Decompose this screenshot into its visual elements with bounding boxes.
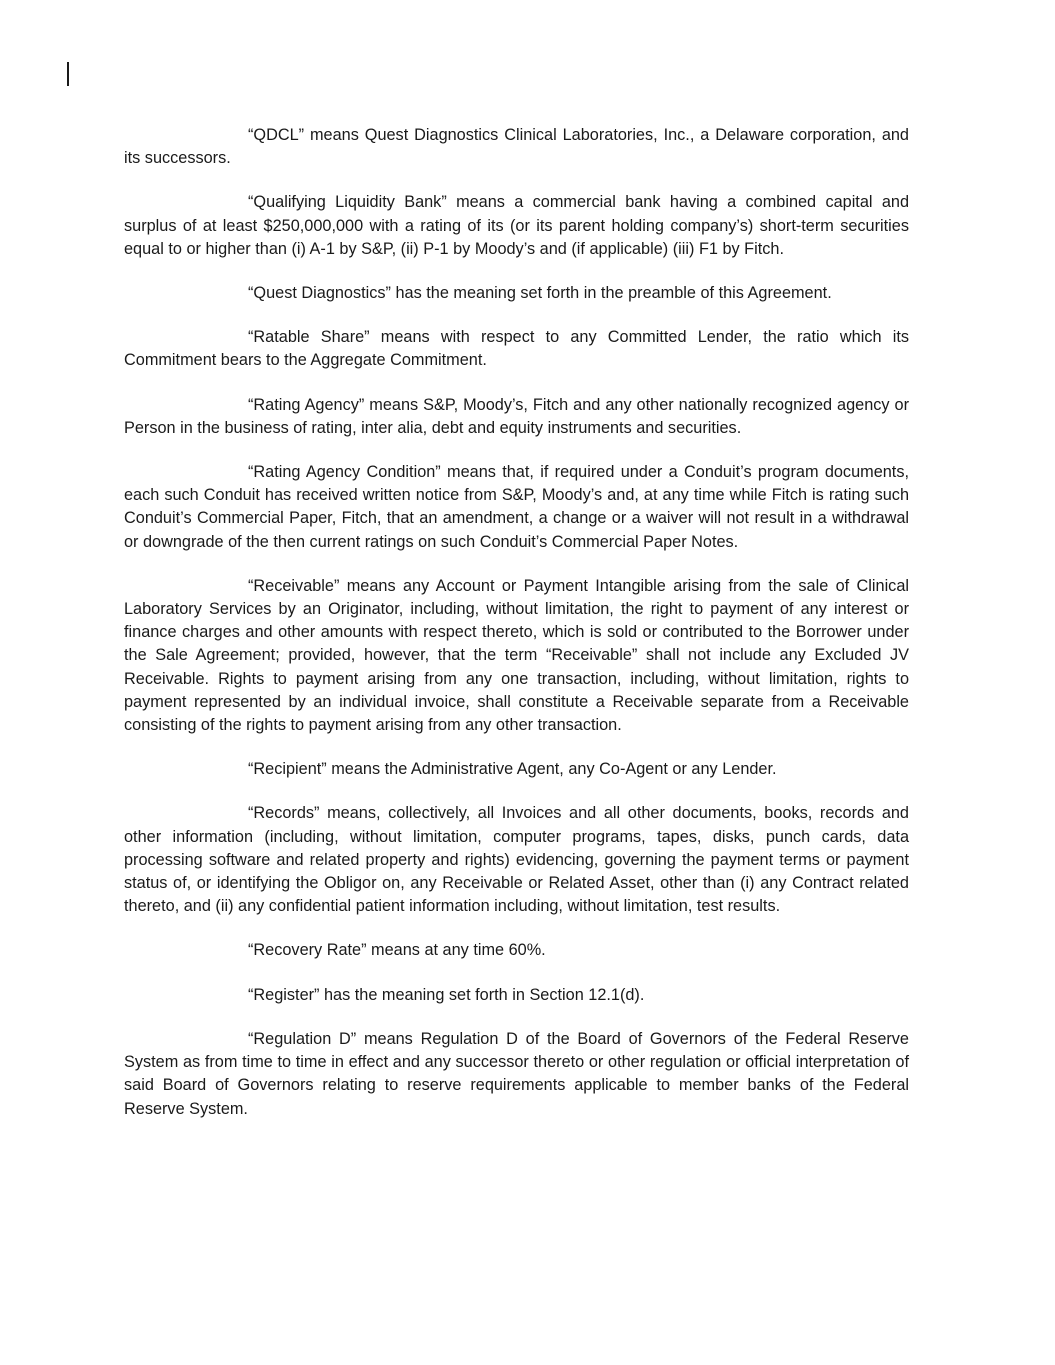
definition-recovery-rate: “Recovery Rate” means at any time 60%. bbox=[248, 941, 546, 960]
text-cursor bbox=[67, 62, 69, 86]
definition-quest-diagnostics: “Quest Diagnostics” has the meaning set forth in the preamble of this Agreement. bbox=[248, 284, 832, 303]
definition-qualifying-liquidity-bank: “Qualifying Liquidity Bank” means a commercial bank having a combined capital and surplus of at least $250,000,000 with a rating of its (or its parent holding company’s) short-term securities equal to or higher than (i) A-1 by S&P, (ii) P-1 by Moody’s and (if applicable) (iii) F1 by Fitch. bbox=[124, 193, 909, 258]
definition-rating-agency-condition: “Rating Agency Condition” means that, if required under a Conduit’s program documents, each such Conduit has received written notice from S&P, Moody’s and, at any time while Fitch is rating such Conduit’s Commercial Paper, Fitch, that an amendment, a change or a waiver will not result in a withdrawal or downgrade of the then current ratings on such Conduit’s Commercial Paper Notes. bbox=[124, 463, 909, 551]
definition-receivable: “Receivable” means any Account or Payment Intangible arising from the sale of Clinical Laboratory Services by an Originator, including, without limitation, the right to payment of any interest or finance charges and other amounts with respect thereto, which is sold or contributed to the Borrower under the Sale Agreement; provided, however, that the term “Receivable” shall not include any Excluded JV Receivable. Rights to payment arising from any one transaction, including, without limitation, rights to payment represented by an individual invoice, shall constitute a Receivable separate from a Receivable consisting of the rights to payment arising from any other transaction. bbox=[124, 576, 909, 735]
document-body bbox=[124, 124, 909, 1142]
definition-regulation-d: “Regulation D” means Regulation D of the Board of Governors of the Federal Reserve System as from time to time in effect and any successor thereto or other regulation or official interpretation of said Board of Governors relating to reserve requirements applicable to member banks of the Federal Reserve System. bbox=[124, 1029, 909, 1118]
definition-recipient: “Recipient” means the Administrative Agent, any Co-Agent or any Lender. bbox=[248, 760, 777, 779]
definition-records: “Records” means, collectively, all Invoices and all other documents, books, records and other information (including, without limitation, computer programs, tapes, disks, punch cards, data processing software and related property and rights) evidencing, governing the payment terms or payment status of, or identifying the Obligor on, any Receivable or Related Asset, other than (i) any Contract related thereto, and (ii) any confidential patient information including, without limitation, test results. bbox=[124, 804, 909, 916]
definition-register: “Register” has the meaning set forth in Section 12.1(d). bbox=[248, 985, 645, 1004]
definition-qdcl: “QDCL” means Quest Diagnostics Clinical Laboratories, Inc., a Delaware corporation, and its successors. bbox=[124, 126, 909, 168]
definition-rating-agency: “Rating Agency” means S&P, Moody’s, Fitch and any other nationally recognized agency or Person in the business of rating, inter alia, debt and equity instruments and securities. bbox=[124, 395, 909, 437]
definition-ratable-share: “Ratable Share” means with respect to any Committed Lender, the ratio which its Commitment bears to the Aggregate Commitment. bbox=[124, 328, 909, 370]
